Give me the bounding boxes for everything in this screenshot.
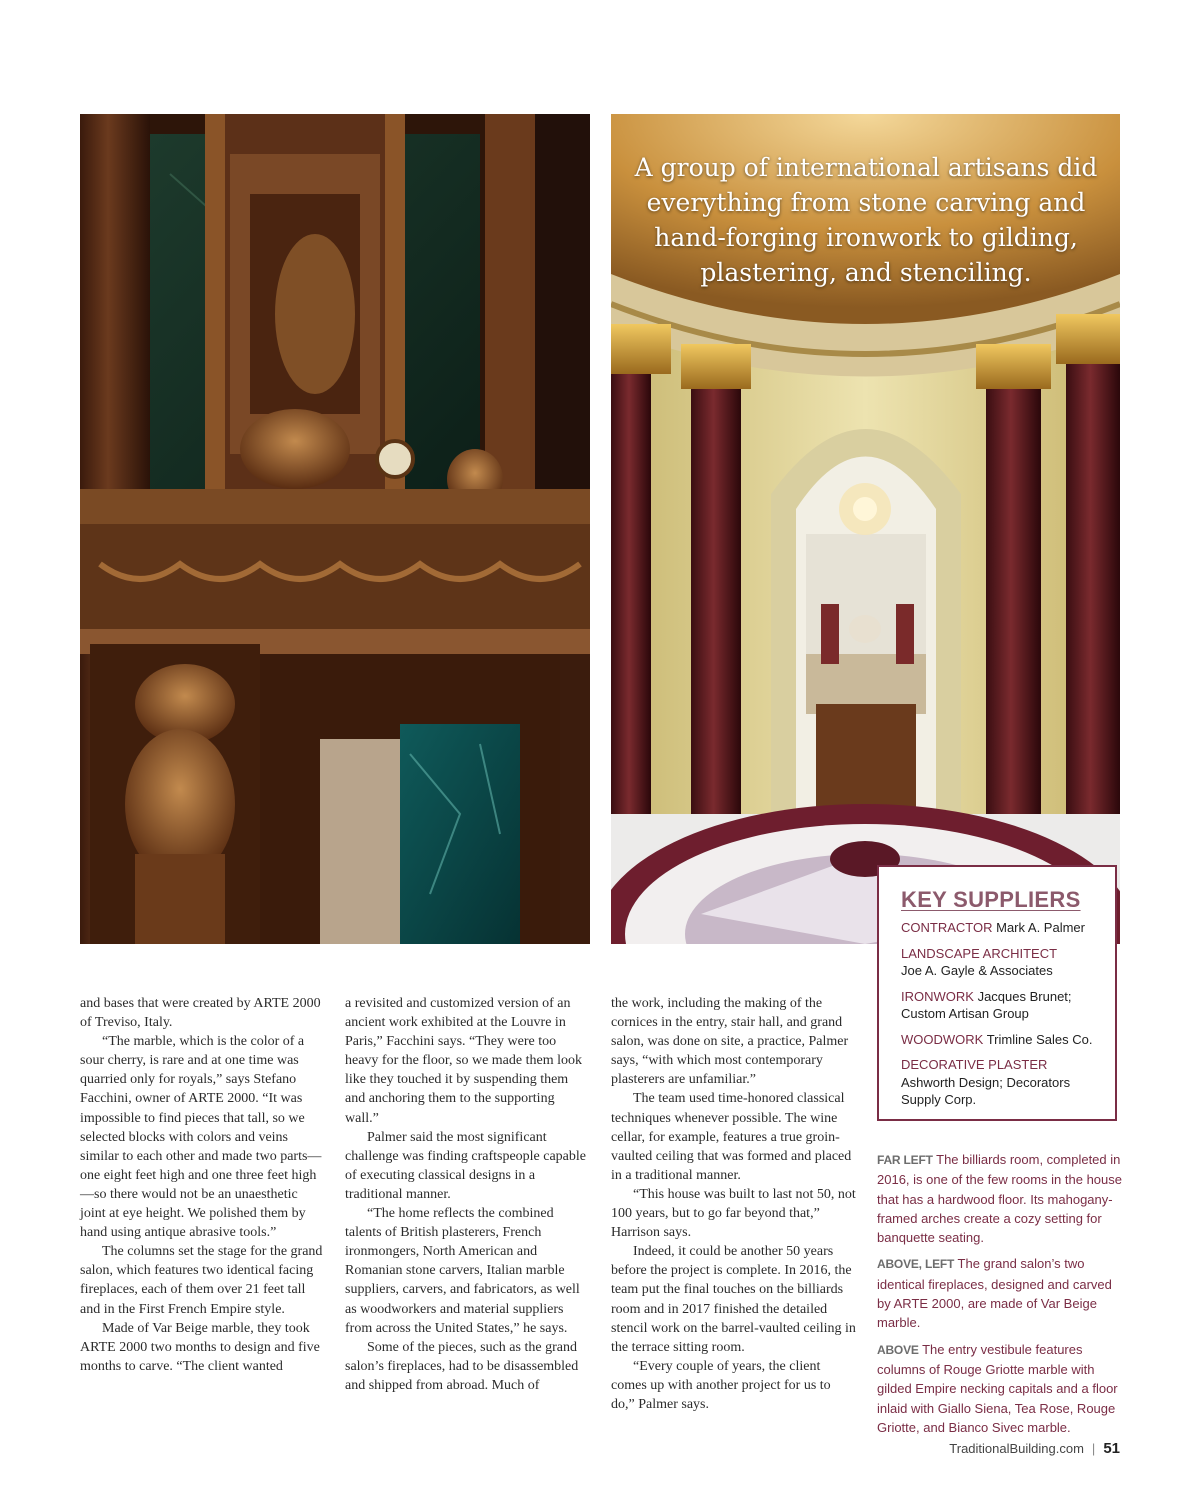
supplier-name: Joe A. Gayle & Associates	[901, 963, 1053, 978]
supplier-item	[901, 1056, 1095, 1109]
paragraph: and bases that were created by ARTE 2000 of Treviso, Italy.	[80, 996, 321, 1031]
body-column-3	[611, 994, 856, 1414]
supplier-item	[901, 919, 1095, 937]
caption-text: The entry vestibule features columns of Rouge Griotte marble with gilded Empire necking capitals and a floor inlaid with Giallo Siena, Tea Rose, Rouge Griotte, and Bianco Sivec marble.	[877, 1341, 1118, 1435]
supplier-role: CONTRACTOR	[901, 920, 993, 935]
paragraph: “The marble, which is the color of a sour cherry, is rare and at one time was quarried only for royals,” says Stefano Facchini, owner of ARTE 2000. “It was impossible to find pieces that tall, so we selected blocks with colors and veins similar to each other and made two parts—one eight feet high and one three feet high—so there would not be an unaesthetic joint at eye height. We polished them by hand using antique abrasive tools.”	[80, 1034, 322, 1241]
supplier-role: IRONWORK	[901, 988, 974, 1004]
supplier-role: DECORATIVE PLASTER	[901, 1057, 1048, 1072]
supplier-item	[901, 1031, 1095, 1049]
page-footer	[949, 1440, 1120, 1457]
footer-site: TraditionalBuilding.com	[949, 1441, 1084, 1456]
paragraph: “The home reflects the combined talents of British plasterers, French ironmongers, North American and Romanian stone carvers, Italian marble suppliers, carvers, and fabricators, as well as woodworkers and material suppliers from across the United States,” he says.	[345, 1206, 580, 1336]
photo-captions	[877, 1150, 1127, 1444]
supplier-name: Ashworth Design; Decorators Supply Corp.	[901, 1074, 1071, 1107]
caption-label: ABOVE, LEFT	[877, 1257, 955, 1272]
paragraph: Indeed, it could be another 50 years before the project is complete. In 2016, the team put the final touches on the billiards room and in 2017 finished the detailed stencil work on the barrel-vaulted ceiling in the terrace sitting room.	[611, 1244, 856, 1355]
supplier-item	[901, 988, 1095, 1023]
paragraph: The team used time-honored classical techniques whenever possible. The wine cellar, for example, features a true groin-vaulted ceiling that was formed and placed in a traditional manner.	[611, 1091, 852, 1183]
paragraph: Made of Var Beige marble, they took ARTE 2000 two months to design and five months to carve. “The client wanted	[80, 1320, 320, 1374]
caption-label: FAR LEFT	[877, 1153, 933, 1167]
paragraph: the work, including the making of the cornices in the entry, stair hall, and grand salon, was done on site, a practice, Palmer says, “with which most contemporary plasterers are unfamiliar.”	[611, 996, 849, 1088]
paragraph: The columns set the stage for the grand salon, which features two identical facing fireplaces, each of them over 21 feet tall and in the First French Empire style.	[80, 1244, 323, 1317]
paragraph: “This house was built to last not 50, not 100 years, but to go far beyond that,” Harrison says.	[611, 1186, 856, 1241]
pull-quote: A group of international artisans did everything from stone carving and hand-forging ironwork to gilding, plastering, and stenciling.	[634, 153, 1098, 287]
caption	[877, 1254, 1127, 1332]
supplier-role: WOODWORK	[901, 1031, 984, 1047]
caption	[877, 1340, 1127, 1437]
body-column-1	[80, 994, 324, 1376]
supplier-item	[901, 945, 1095, 980]
supplier-name: Trimline Sales Co.	[986, 1031, 1093, 1047]
caption-text: The grand salon’s two identical fireplaces, designed and carved by ARTE 2000, are made of Var Beige marble.	[877, 1256, 1112, 1331]
footer-divider: |	[1091, 1441, 1096, 1456]
key-suppliers-box	[877, 865, 1117, 1121]
key-suppliers-title: KEY SUPPLIERS	[901, 887, 1081, 912]
paragraph: Some of the pieces, such as the grand salon’s fireplaces, had to be disassembled and shipped from abroad. Much of	[345, 1339, 579, 1393]
supplier-name: Mark A. Palmer	[996, 920, 1085, 935]
supplier-role: LANDSCAPE ARCHITECT	[901, 945, 1058, 961]
paragraph: “Every couple of years, the client comes up with another project for us to do,” Palmer says.	[611, 1358, 831, 1412]
body-column-2	[345, 994, 590, 1395]
caption-label: ABOVE	[877, 1342, 919, 1357]
caption-text: The billiards room, completed in 2016, is one of the few rooms in the house that has a hardwood floor. Its mahogany-framed arches create a cozy setting for banquette seating.	[877, 1152, 1122, 1246]
caption	[877, 1150, 1127, 1247]
page-number: 51	[1103, 1440, 1120, 1457]
paragraph: a revisited and customized version of an ancient work exhibited at the Louvre in Paris,” Facchini says. “They were too heavy for the floor, so we made them look like they touched it by suspending them and anchoring them to the supporting wall.”	[345, 996, 582, 1126]
supplier-name: Jacques Brunet; Custom Artisan Group	[901, 988, 1072, 1021]
fireplace-photo	[80, 114, 590, 944]
paragraph: Palmer said the most significant challenge was finding craftspeople capable of executing classical designs in a traditional manner.	[345, 1129, 587, 1202]
